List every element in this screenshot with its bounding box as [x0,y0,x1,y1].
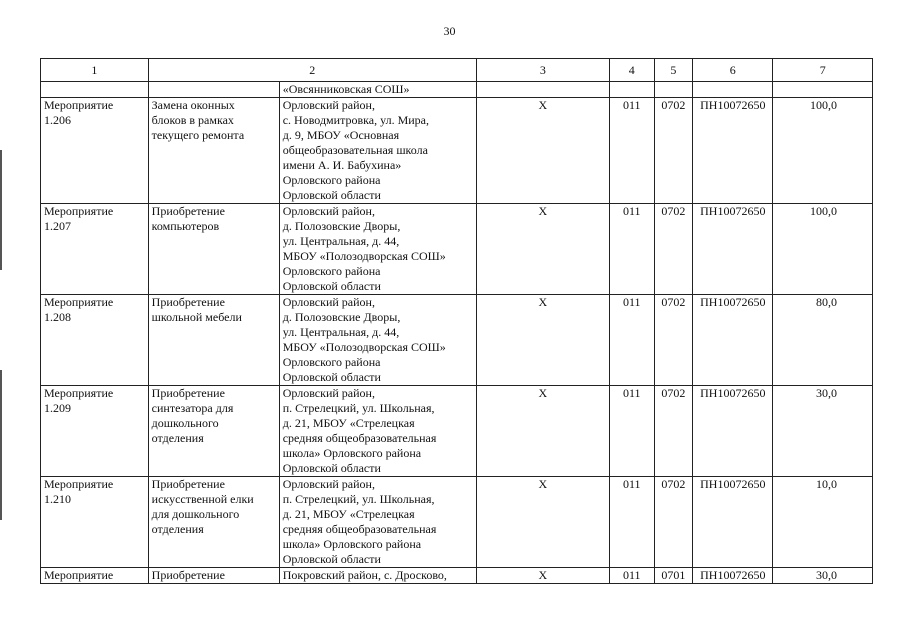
margin-scan-mark [0,150,2,270]
col6-cell: ПН10072650 [693,568,773,584]
column-header: 7 [773,59,873,82]
column-header: 1 [41,59,149,82]
address-cell [279,98,476,204]
col5-cell: 0702 [654,386,693,477]
address-cell [279,477,476,568]
event-id-cell [41,204,149,295]
address-cell-line: п. Стрелецкий, ул. Школьная, [282,492,435,506]
event-id-cell-line: 1.209 [44,401,71,415]
empty-cell [609,82,654,98]
event-id-cell [41,477,149,568]
address-cell-line: Орловской области [282,188,381,202]
col6-cell: ПН10072650 [693,477,773,568]
address-cell-line: ул. Центральная, д. 44, [282,325,400,339]
address-cell-line: общеобразовательная школа [282,143,428,157]
col5-cell: 0702 [654,477,693,568]
address-cell-line: Орловского района [282,264,381,278]
event-name-cell-line: отделения [151,522,204,536]
empty-cell [654,82,693,98]
address-cell [279,568,476,584]
address-cell-line: средняя общеобразовательная [282,431,437,445]
event-id-cell-line: 1.206 [44,113,71,127]
address-cell-line: с. Новодмитровка, ул. Мира, [282,113,429,127]
event-name-cell-line: компьютеров [151,219,220,233]
address-cell-line: д. Полозовские Дворы, [282,219,401,233]
empty-cell [693,82,773,98]
col6-cell: ПН10072650 [693,295,773,386]
col3-cell: X [476,568,609,584]
amount-cell: 10,0 [773,477,873,568]
col5-cell: 0702 [654,204,693,295]
col5-cell: 0702 [654,98,693,204]
continuation-row [41,82,873,98]
event-name-cell [148,204,279,295]
col3-cell: X [476,98,609,204]
table-row [41,477,873,568]
event-id-cell-line: Мероприятие [44,295,114,309]
address-cell-line: д. 21, МБОУ «Стрелецкая [282,507,415,521]
address-cell-line: Покровский район, с. Дросково, [282,568,447,582]
amount-cell: 30,0 [773,386,873,477]
event-name-cell-line: Приобретение [151,295,225,309]
amount-cell: 30,0 [773,568,873,584]
col4-cell: 011 [609,568,654,584]
col5-cell: 0702 [654,295,693,386]
column-header: 3 [476,59,609,82]
address-cell [279,295,476,386]
column-number-row [41,59,873,82]
event-name-cell-line: Приобретение [151,477,225,491]
empty-cell [148,82,279,98]
col4-cell: 011 [609,477,654,568]
address-cell-line: Орловской области [282,461,381,475]
amount-cell: 100,0 [773,98,873,204]
address-cell-line: МБОУ «Полозодворская СОШ» [282,249,446,263]
address-cell-line: Орловской области [282,552,381,566]
margin-scan-mark [0,370,2,520]
address-cell [279,386,476,477]
event-name-cell-line: Приобретение [151,568,225,582]
address-cell-line: д. Полозовские Дворы, [282,310,401,324]
table-row [41,568,873,584]
event-name-cell [148,477,279,568]
column-header: 4 [609,59,654,82]
col3-cell: X [476,295,609,386]
column-header: 6 [693,59,773,82]
address-cell-line: школа» Орловского района [282,537,422,551]
amount-cell: 100,0 [773,204,873,295]
event-name-cell-line: Замена оконных [151,98,235,112]
col4-cell: 011 [609,98,654,204]
event-id-cell-line: 1.210 [44,492,71,506]
col5-cell: 0701 [654,568,693,584]
address-cell-line: имени А. И. Бабухина» [282,158,402,172]
address-cell-line: д. 21, МБОУ «Стрелецкая [282,416,415,430]
address-cell-line: п. Стрелецкий, ул. Школьная, [282,401,435,415]
event-name-cell [148,386,279,477]
col6-cell: ПН10072650 [693,98,773,204]
event-id-cell-line: 1.207 [44,219,71,233]
address-cell-line: Орловский район, [282,204,375,218]
event-id-cell-line: Мероприятие [44,98,114,112]
address-cell-line: Орловского района [282,355,381,369]
event-id-cell [41,295,149,386]
event-name-cell-line: синтезатора для [151,401,234,415]
col3-cell: X [476,386,609,477]
event-id-cell-line: Мероприятие [44,477,114,491]
col4-cell: 011 [609,386,654,477]
empty-cell [41,82,149,98]
budget-table [40,58,873,584]
event-id-cell [41,98,149,204]
col6-cell: ПН10072650 [693,204,773,295]
event-name-cell-line: блоков в рамках [151,113,234,127]
page-number: 30 [443,24,456,38]
event-name-cell-line: Приобретение [151,204,225,218]
event-name-cell-line: для дошкольного [151,507,240,521]
event-name-cell-line: отделения [151,431,204,445]
col3-cell: X [476,204,609,295]
address-cell-line: Орловский район, [282,386,375,400]
event-name-cell [148,568,279,584]
address-cell-line: Орловский район, [282,98,375,112]
event-id-cell-line: Мероприятие [44,204,114,218]
event-name-cell-line: текущего ремонта [151,128,245,142]
event-id-cell-line: 1.208 [44,310,71,324]
amount-cell: 80,0 [773,295,873,386]
address-cell-line: ул. Центральная, д. 44, [282,234,400,248]
table-row [41,98,873,204]
event-id-cell [41,568,149,584]
address-cell-line: Орловской области [282,370,381,384]
address-cell [279,204,476,295]
address-cell-line: школа» Орловского района [282,446,422,460]
col3-cell: X [476,477,609,568]
event-id-cell-line: Мероприятие [44,568,114,582]
column-header: 5 [654,59,693,82]
col4-cell: 011 [609,204,654,295]
event-name-cell-line: школьной мебели [151,310,242,324]
address-cell-line: Орловский район, [282,295,375,309]
event-name-cell-line: Приобретение [151,386,225,400]
event-name-cell [148,295,279,386]
event-id-cell-line: Мероприятие [44,386,114,400]
address-cell-line: Орловской области [282,279,381,293]
empty-cell [773,82,873,98]
event-name-cell-line: искусственной елки [151,492,254,506]
event-id-cell [41,386,149,477]
address-cell-line: д. 9, МБОУ «Основная [282,128,400,142]
address-cell-line: Орловский район, [282,477,375,491]
table-body [41,59,873,584]
event-name-cell-line: дошкольного [151,416,219,430]
event-name-cell [148,98,279,204]
empty-cell [476,82,609,98]
address-cell-line: средняя общеобразовательная [282,522,437,536]
address-cell-line: Орловского района [282,173,381,187]
col4-cell: 011 [609,295,654,386]
table-row [41,295,873,386]
table-row [41,386,873,477]
col6-cell: ПН10072650 [693,386,773,477]
continuation-text: «Овсянниковская СОШ» [279,82,476,98]
column-header: 2 [148,59,476,82]
table-row [41,204,873,295]
address-cell-line: МБОУ «Полозодворская СОШ» [282,340,446,354]
